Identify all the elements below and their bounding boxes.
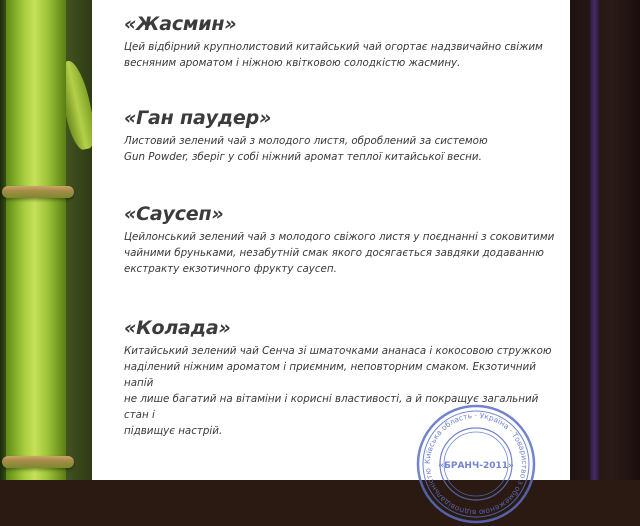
stamp-outer-text: Київська область · Україна · Товариство з обмеженою відповідальністю [422, 410, 530, 518]
company-stamp [414, 402, 538, 526]
tea-description: Листовий зелений чай з молодого листя, оброблений за системою Gun Powder, зберіг у собі ніжний аромат теплої китайської весни. [124, 135, 488, 163]
stamp-center-text: «БРАНЧ-2011» [438, 461, 514, 471]
tea-title: «Жасмин» [124, 13, 237, 35]
purple-strip [590, 0, 599, 480]
bamboo-node [2, 456, 74, 468]
document-page [92, 0, 570, 518]
tea-description: Цейлонський зелений чай з молодого свіжого листя у поєднанні з соковитими чайними бруньками, незабутній смак якого досягається завдяки додаванню екстракту екзотичного фрукту саусеп. [124, 231, 555, 275]
bamboo-node [2, 186, 74, 198]
bamboo-decoration [0, 0, 92, 480]
tea-item-soursop [124, 202, 560, 277]
tea-title: «Саусеп» [124, 203, 224, 225]
tea-description: Китайський зелений чай Сенча зі шматочками ананаса і кокосовою стружкою наділений ніжним ароматом і приємним, неповторним смаком. Екзотичний напій не лише багатий на вітаміни і корисні властивості, а й покращує загальний стан і підвищує настрій. [124, 345, 552, 437]
right-frame [570, 0, 640, 480]
tea-description: Цей відбірний крупнолистовий китайський чай огортає надзвичайно свіжим весняним ароматом і ніжною квітковою солодкістю жасмину. [124, 41, 543, 69]
tea-title: «Ган паудер» [124, 107, 272, 129]
tea-item-jasmine [124, 12, 560, 71]
bamboo-stalk [6, 0, 66, 480]
tea-item-gunpowder [124, 106, 560, 165]
tea-title: «Колада» [124, 317, 231, 339]
